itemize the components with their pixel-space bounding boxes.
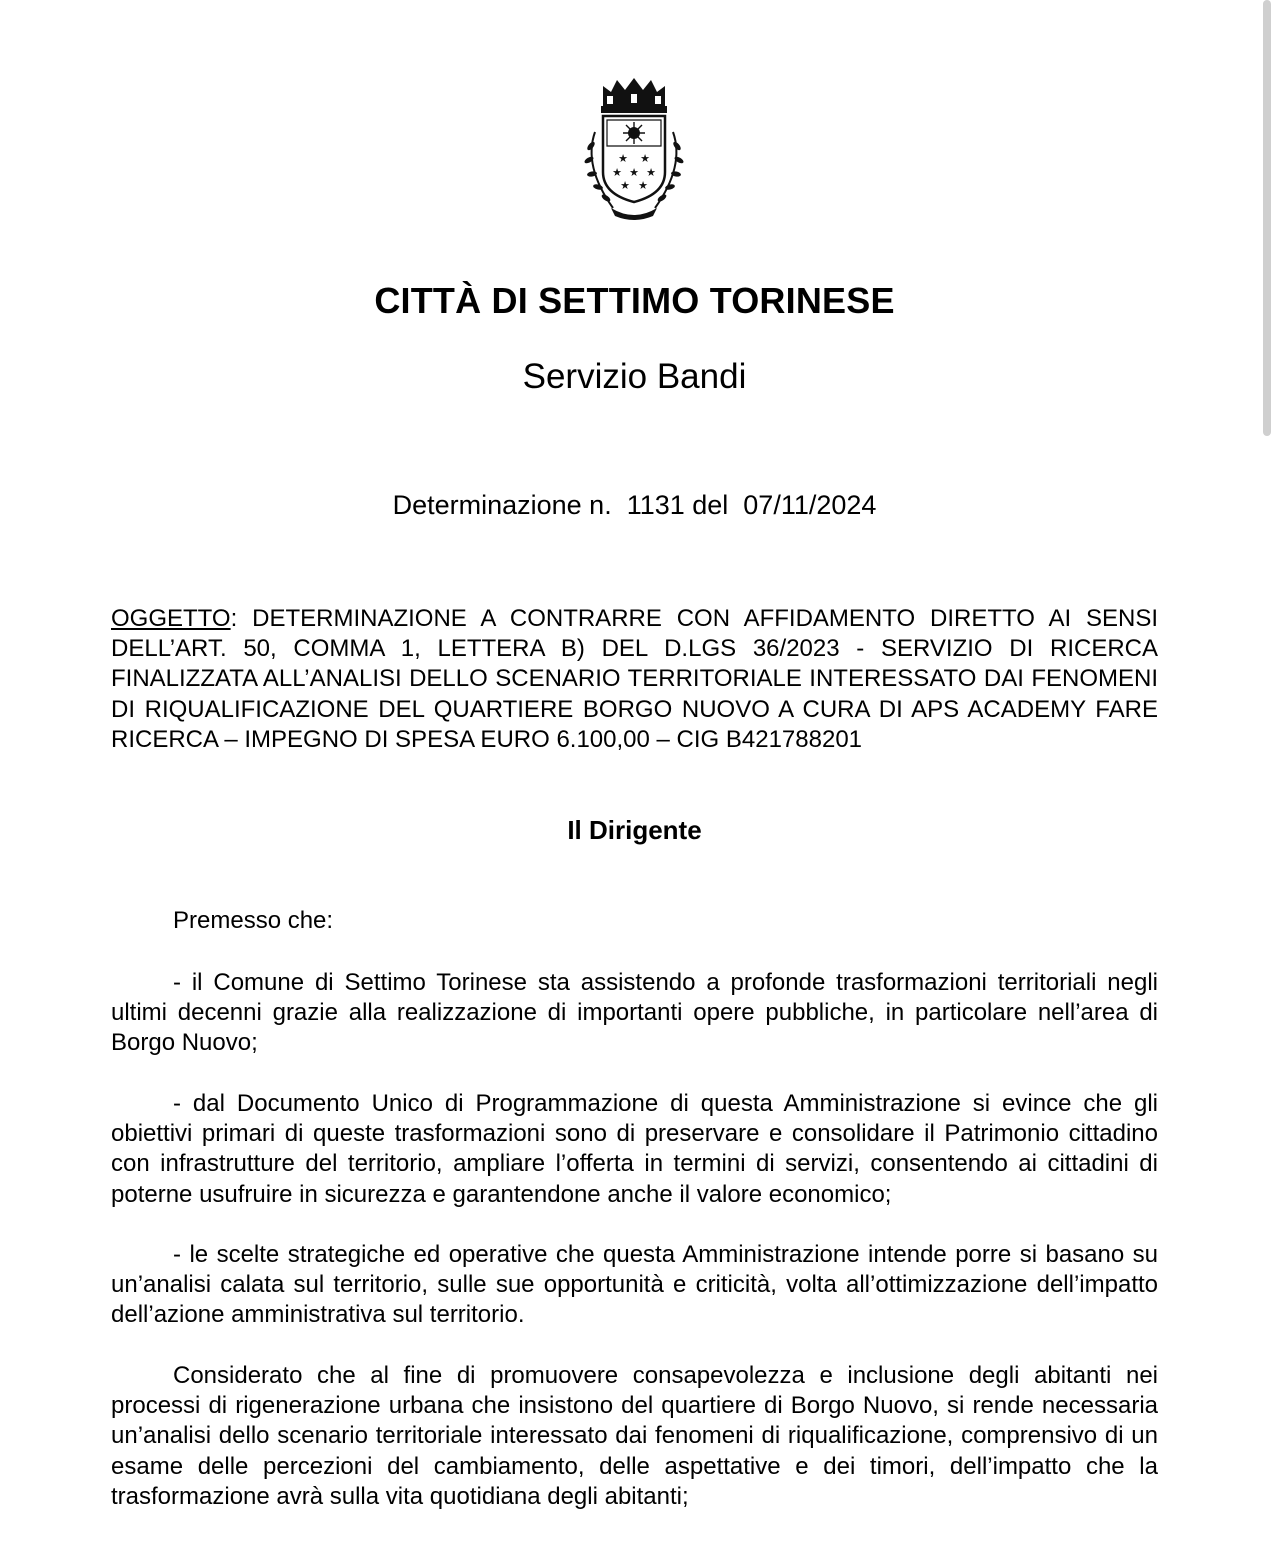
svg-text:★: ★ [638, 179, 648, 192]
scrollbar[interactable] [1263, 0, 1271, 436]
service-name: Servizio Bandi [522, 357, 747, 396]
subject-text: : DETERMINAZIONE A CONTRARRE CON AFFIDAMENTO DIRETTO AI SENSI DELL’ART. 50, COMMA 1, LETTERA B) DEL D.LGS 36/2023 - SERVIZIO DI RICERCA FINALIZZATA ALL’ANALISI DELLO SCENARIO TERRITORIALE INTERESSATO DAI FENOMENI DI RIQUALIFICAZIONE DEL QUARTIERE BORGO NUOVO A CURA DI APS ACADEMY FARE RICERCA – IMPEGNO DI SPESA EURO 6.100,00 – CIG B421788201 [111, 605, 1158, 753]
svg-text:★: ★ [640, 152, 650, 165]
determination-number: Determinazione n. 1131 del 07/11/2024 [392, 490, 877, 520]
paragraph-2: - dal Documento Unico di Programmazione di questa Amministrazione si evince che gli obiettivi primari di queste trasformazioni sono di preservare e consolidare il Patrimonio cittadino con infrastrutture del territorio, ampliare l’offerta in termini di servizi, consentendo ai cittadini di poterne usufruire in sicurezza e garantendone anche il valore economico; [111, 1090, 1158, 1208]
svg-text:★: ★ [620, 179, 630, 192]
paragraph-4: Considerato che al fine di promuovere consapevolezza e inclusione degli abitanti nei processi di rigenerazione urbana che insistono del quartiere di Borgo Nuovo, si rende necessaria un’analisi dello scenario territoriale interessato dai fenomeni di riqualificazione, comprensivo di un esame delle percezioni del cambiamento, delle aspettative e dei timori, dell’impatto che la trasformazione avrà sulla vita quotidiana degli abitanti; [111, 1362, 1158, 1510]
subject-label: OGGETTO [111, 605, 231, 632]
paragraph-3: - le scelte strategiche ed operative che questa Amministrazione intende porre si basano su un’analisi calata sul territorio, sulle sue opportunità e criticità, volta all’ottimizzazione dell’impatto dell’azione amministrativa sul territorio. [111, 1241, 1158, 1329]
page-title: CITTÀ DI SETTIMO TORINESE [374, 280, 895, 321]
premise-line: Premesso che: [173, 907, 334, 934]
svg-text:★: ★ [618, 152, 628, 165]
paragraph-1: - il Comune di Settimo Torinese sta assistendo a profonde trasformazioni territoriali negli ultimi decenni grazie alla realizzazione di importanti opere pubbliche, in particolare nell’area di Borgo Nuovo; [111, 969, 1158, 1057]
city-coat-of-arms-icon [573, 76, 695, 222]
signatory-heading: Il Dirigente [567, 815, 702, 845]
subject-paragraph [111, 604, 1158, 755]
svg-text:★: ★ [646, 166, 656, 179]
svg-text:★: ★ [612, 166, 622, 179]
svg-text:★: ★ [629, 166, 639, 179]
